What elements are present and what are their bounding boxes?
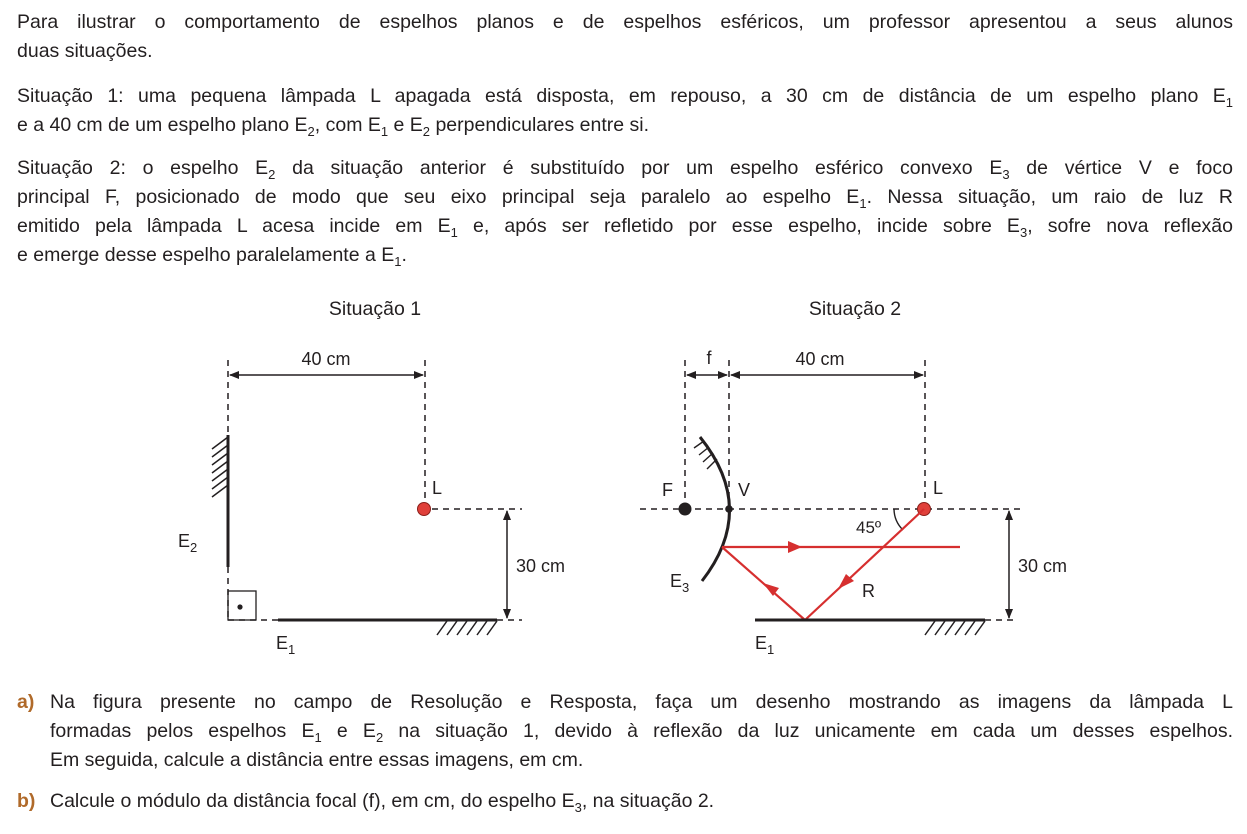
s2-line-2: principal F, posicionado de modo que seu eixo principal seja paralelo ao espelho $E_1$. Nessa situação, um raio de luz R [17, 186, 1234, 211]
light-ray-r [722, 509, 960, 620]
focal-label: f [706, 348, 712, 368]
s2-line-3: emitido pela lâmpada L acesa incide em $E_1$ e, após ser refletido por esse espelho, incide sobre $E_3$, sofre nova reflexão [17, 215, 1233, 240]
mirror-e1 [228, 620, 522, 635]
focus-point [679, 503, 692, 516]
question-b-letter: b) [17, 790, 36, 812]
s1-line-1: Situação 1: uma pequena lâmpada L apagada está disposta, em repouso, a 30 cm de distância de um espelho plano $E_1$ [17, 85, 1233, 110]
figure-situation-1 [178, 298, 565, 657]
e1-label: $E_1$ [276, 633, 296, 657]
situation-1-paragraph [17, 82, 1233, 140]
e3-label: $E_3$ [670, 571, 690, 595]
angle-arc [894, 509, 903, 530]
lamp-label: L [432, 478, 443, 498]
e2-label: $E_2$ [178, 531, 198, 555]
width-label: 40 cm [301, 349, 351, 369]
s2-line-1: Situação 2: o espelho $E_2$ da situação anterior é substituído por um espelho esférico convexo $E_3$ de vértice V e foco [17, 157, 1233, 182]
lamp-l [418, 503, 431, 516]
question-a-body: Na figura presente no campo de Resolução e Resposta, faça um desenho mostrando as imagens da lâmpada L formadas pelos espelhos $E_1$ e $E_2$ na situação 1, devido à reflexão da luz unicamente em cada um desses espelhos. Em seguida, calcule a distância entre essas imagens, em cm. [50, 691, 1234, 771]
intro-line-2: duas situações. [17, 40, 153, 62]
question-b [17, 787, 1233, 816]
mirror-e2 [212, 435, 228, 620]
situation-2-paragraph [17, 154, 1233, 270]
intro-paragraph [17, 8, 1233, 66]
angle-label: 45º [856, 518, 882, 537]
figures [0, 285, 1247, 665]
question-b-body: Calcule o módulo da distância focal (f), em cm, do espelho $E_3$, na situação 2. [50, 790, 715, 815]
question-a-letter: a) [17, 691, 35, 713]
height-label-2: 30 cm [1018, 556, 1068, 576]
figure-situation-2 [640, 298, 1067, 657]
intro-line-1: Para ilustrar o comportamento de espelhos planos e de espelhos esféricos, um professor apresentou a seus alunos [17, 11, 1233, 33]
width-label-2: 40 cm [795, 349, 845, 369]
ray-label: R [862, 581, 875, 601]
figure-1-title: Situação 1 [328, 298, 422, 320]
focus-label: F [662, 480, 673, 500]
height-label: 30 cm [516, 556, 566, 576]
s1-line-2: e a 40 cm de um espelho plano $E_2$, com $E_1$ e $E_2$ perpendiculares entre si. [17, 114, 649, 139]
vertex-label: V [738, 480, 751, 500]
mirror-e1-2 [755, 620, 1018, 635]
e1-label-2: $E_1$ [755, 633, 775, 657]
vertex-point [725, 505, 733, 513]
ray-arrow-3 [788, 541, 802, 553]
s2-line-4: e emerge desse espelho paralelamente a $E_1$. [17, 244, 407, 269]
figure-2-title: Situação 2 [808, 298, 902, 320]
question-a [17, 688, 1233, 775]
lamp-label-2: L [933, 478, 944, 498]
